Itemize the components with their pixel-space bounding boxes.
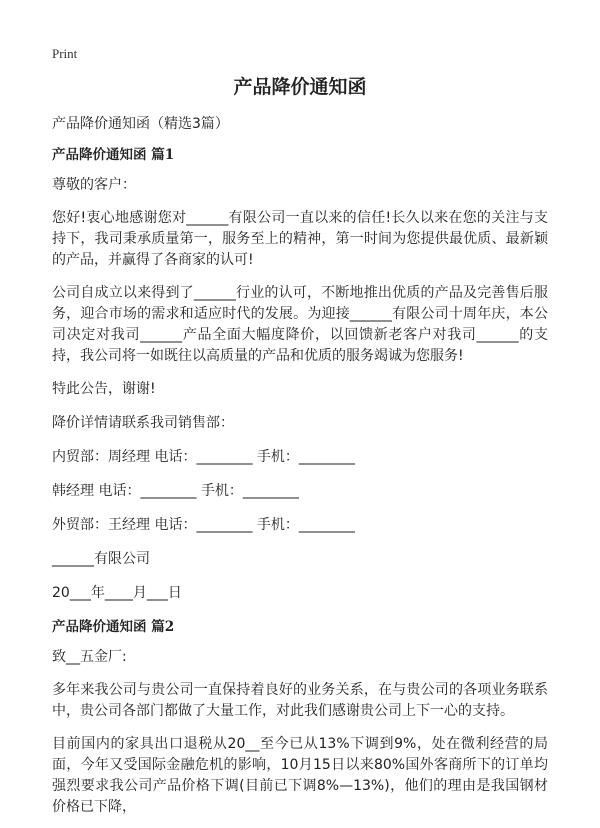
- contact-domestic-line: 内贸部：周经理 电话：________ 手机：________: [52, 449, 355, 465]
- section-1-salutation: 尊敬的客户：: [52, 177, 136, 193]
- section-2-paragraph-1: 多年来我公司与贵公司一直保持着良好的业务关系，在与贵公司的各项业务联系中，贵公司各部门都做了大量工作，对此我们感谢贵公司上下一心的支持。: [52, 682, 548, 719]
- contact-han-line: 韩经理 电话：________ 手机：________: [52, 483, 299, 499]
- print-label: Print: [52, 46, 78, 61]
- contact-foreign-line: 外贸部：王经理 电话：________ 手机：________: [52, 517, 355, 533]
- section-1-paragraph-2: 公司自成立以来得到了______行业的认可，不断地推出优质的产品及完善售后服务，迎合市场的需求和适应时代的发展。为迎接______有限公司十周年庆，本公司决定对我司______产品全面大幅度降价，以回馈新老客户对我司______的支持，我公司将一如既往以高质量的产品和优质的服务竭诚为您服务!: [52, 285, 548, 364]
- document-subtitle: 产品降价通知函（精选3篇）: [52, 116, 229, 132]
- section-2-salutation: 致__五金厂:: [52, 649, 127, 665]
- section-1-paragraph-1: 您好!衷心地感谢您对______有限公司一直以来的信任!长久以来在您的关注与支持下，我司秉承质量第一，服务至上的精神，第一时间为您提供最优质、最新颖的产品，并赢得了各商家的认可!: [52, 210, 548, 268]
- section-1-contact-intro: 降价详情请联系我司销售部：: [52, 415, 234, 431]
- section-2-heading: 产品降价通知函 篇2: [52, 619, 175, 635]
- section-1-notice: 特此公告，谢谢!: [52, 381, 156, 397]
- page-title: 产品降价通知函: [233, 76, 367, 98]
- date-line: 20___年____月___日: [52, 585, 182, 601]
- section-1-heading: 产品降价通知函 篇1: [52, 147, 175, 163]
- company-signature: ______有限公司: [52, 551, 150, 567]
- section-2-paragraph-2: 目前国内的家具出口退税从20__至今已从13%下调到9%，处在微利经营的局面，今年又受国际金融危机的影响，10月15日以来80%国外客商所下的订单均强烈要求我公司产品价格下调(目前已下调8%—13%)，他们的理由是我国钢材价格已下降，: [52, 736, 548, 815]
